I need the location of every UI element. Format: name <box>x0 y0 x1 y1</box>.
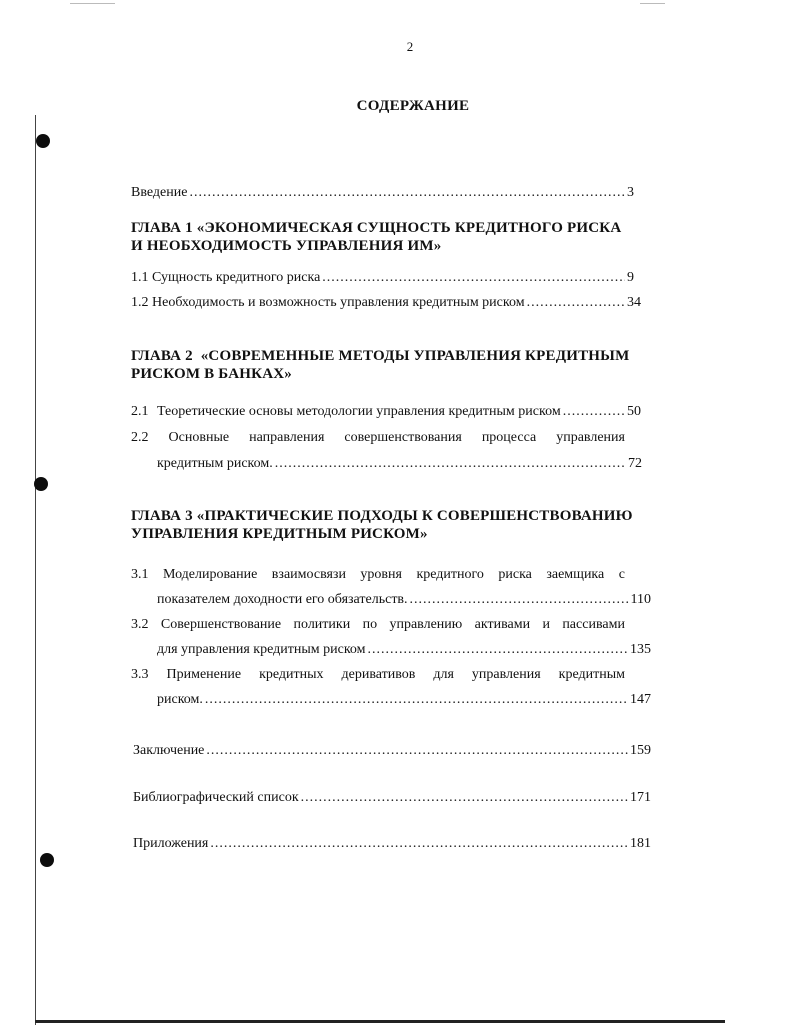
toc-word: процесса <box>481 430 537 445</box>
toc-entry-label: Библиографический список <box>133 790 299 805</box>
toc-entry-3-1[interactable] <box>131 566 625 584</box>
chapter2-heading[interactable] <box>131 347 691 383</box>
toc-entry-label: показателем доходности его обязательств. <box>157 592 408 607</box>
toc-entry-3-2-cont[interactable] <box>157 641 651 659</box>
toc-word: деривативов <box>341 667 416 682</box>
toc-entry-page: 72 <box>628 456 642 471</box>
toc-word: управления <box>556 430 625 445</box>
toc-word: с <box>618 567 625 582</box>
leader-dots <box>210 835 628 853</box>
toc-word: для <box>433 667 454 682</box>
leader-dots <box>368 641 628 659</box>
toc-entry-label: Теоретические основы методологии управления кредитным риском <box>157 404 561 419</box>
toc-word: направления <box>249 430 325 445</box>
toc-entry-bibliography[interactable] <box>133 789 651 807</box>
toc-entry-line1 <box>131 429 625 447</box>
toc-word: и <box>542 617 550 632</box>
chapter3-heading[interactable] <box>131 507 691 543</box>
toc-entry-page: 181 <box>630 836 651 851</box>
toc-word: заемщика <box>546 567 605 582</box>
page-number: 2 <box>406 39 414 54</box>
scan-edge-top-left <box>70 3 115 4</box>
toc-entry-1-2[interactable] <box>131 294 641 312</box>
toc-word: Моделирование <box>162 567 258 582</box>
leader-dots <box>275 455 626 473</box>
chapter1-heading-line1: ГЛАВА 1 «ЭКОНОМИЧЕСКАЯ СУЩНОСТЬ КРЕДИТНОГО РИСКА <box>131 220 622 236</box>
toc-entry-label: Введение <box>131 185 188 200</box>
leader-dots <box>189 184 625 202</box>
toc-word: кредитных <box>259 667 324 682</box>
toc-entry-number: 3.1 <box>131 567 149 582</box>
scan-edge-top-right <box>640 3 665 4</box>
leader-dots <box>322 269 625 287</box>
leader-dots <box>410 591 629 609</box>
toc-entry-intro[interactable] <box>131 184 634 202</box>
toc-entry-label: Заключение <box>133 743 205 758</box>
chapter3-heading-line2: УПРАВЛЕНИЯ КРЕДИТНЫМ РИСКОМ» <box>131 526 428 542</box>
punch-hole-middle <box>34 477 48 491</box>
leader-dots <box>205 691 628 709</box>
toc-word: Основные <box>168 430 230 445</box>
toc-entry-3-3-cont[interactable] <box>157 691 651 709</box>
toc-entry-page: 135 <box>630 642 651 657</box>
leader-dots <box>563 403 625 421</box>
toc-word: активами <box>474 617 531 632</box>
toc-entry-label: 1.2 Необходимость и возможность управления кредитным риском <box>131 295 525 310</box>
toc-entry-2-2[interactable] <box>131 429 625 447</box>
chapter3-heading-line1: ГЛАВА 3 «ПРАКТИЧЕСКИЕ ПОДХОДЫ К СОВЕРШЕНСТВОВАНИЮ <box>131 508 633 524</box>
page-left-edge <box>35 115 36 1025</box>
page-bottom-edge <box>35 1020 725 1023</box>
chapter1-heading[interactable] <box>131 219 691 255</box>
toc-entry-3-2[interactable] <box>131 616 625 634</box>
toc-entry-number: 2.2 <box>131 430 149 445</box>
toc-title: СОДЕРЖАНИЕ <box>356 98 470 114</box>
toc-entry-3-3[interactable] <box>131 666 625 684</box>
toc-entry-conclusion[interactable] <box>133 742 651 760</box>
toc-word: уровня <box>360 567 402 582</box>
chapter2-heading-line2: РИСКОМ В БАНКАХ» <box>131 366 292 382</box>
toc-entry-1-1[interactable] <box>131 269 634 287</box>
toc-entry-line1 <box>131 616 625 634</box>
toc-word: кредитного <box>416 567 484 582</box>
toc-word: управлению <box>389 617 463 632</box>
toc-word: политики <box>293 617 351 632</box>
toc-entry-page: 3 <box>627 185 634 200</box>
toc-entry-appendix[interactable] <box>133 835 651 853</box>
toc-entry-page: 50 <box>627 404 641 419</box>
toc-entry-label: Приложения <box>133 836 209 851</box>
toc-entry-page: 159 <box>630 743 651 758</box>
toc-word: Совершенствование <box>160 617 282 632</box>
toc-entry-number: 3.3 <box>131 667 149 682</box>
leader-dots <box>206 742 628 760</box>
toc-word: совершенствования <box>344 430 462 445</box>
toc-entry-line1 <box>131 566 625 584</box>
toc-entry-page: 110 <box>630 592 651 607</box>
toc-entry-page: 147 <box>630 692 651 707</box>
toc-entry-label: кредитным риском. <box>157 456 273 471</box>
toc-entry-3-1-cont[interactable] <box>157 591 651 609</box>
toc-word: управления <box>471 667 541 682</box>
leader-dots <box>301 789 628 807</box>
toc-word: пассивами <box>562 617 625 632</box>
toc-entry-label: 1.1 Сущность кредитного риска <box>131 270 321 285</box>
toc-entry-page: 171 <box>630 790 651 805</box>
toc-entry-line1 <box>131 666 625 684</box>
punch-hole-top <box>36 134 50 148</box>
toc-entry-page: 34 <box>627 295 641 310</box>
toc-word: риска <box>498 567 532 582</box>
toc-word: по <box>362 617 378 632</box>
toc-entry-page: 9 <box>627 270 634 285</box>
punch-hole-bottom <box>40 853 54 867</box>
toc-entry-label: для управления кредитным риском <box>157 642 366 657</box>
toc-entry-number: 2.1 <box>131 404 149 419</box>
chapter1-heading-line2: И НЕОБХОДИМОСТЬ УПРАВЛЕНИЯ ИМ» <box>131 238 442 254</box>
toc-word: взаимосвязи <box>271 567 346 582</box>
toc-word: Применение <box>166 667 242 682</box>
leader-dots <box>527 294 625 312</box>
chapter2-heading-line1: ГЛАВА 2 «СОВРЕМЕННЫЕ МЕТОДЫ УПРАВЛЕНИЯ КРЕДИТНЫМ <box>131 348 630 364</box>
toc-word: кредитным <box>558 667 625 682</box>
toc-entry-2-1[interactable] <box>131 403 641 421</box>
toc-entry-number: 3.2 <box>131 617 149 632</box>
toc-entry-label: риском. <box>157 692 203 707</box>
toc-entry-2-2-cont[interactable] <box>157 455 642 473</box>
